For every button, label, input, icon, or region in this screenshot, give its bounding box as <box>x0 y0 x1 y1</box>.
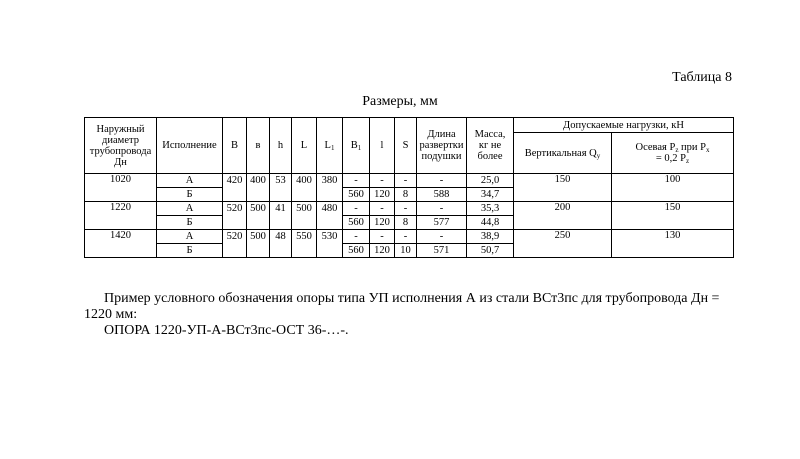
cell-l: - <box>370 202 395 216</box>
cell-diameter: 1220 <box>85 202 157 230</box>
cell-l: 120 <box>370 216 395 230</box>
cell-B1: 560 <box>343 188 370 202</box>
header-axial-load: Осевая $Р_z$ при $Р_x$ = 0,2 $Р_z$ <box>612 133 734 174</box>
header-b: в <box>247 118 270 174</box>
cell-B: 420 <box>223 174 247 188</box>
cell-variant: А <box>157 202 223 216</box>
cell-variant: Б <box>157 216 223 230</box>
header-L: L <box>292 118 317 174</box>
cell-diameter: 1020 <box>85 174 157 202</box>
cell-b: 500 <box>247 202 270 216</box>
header-S: S <box>395 118 417 174</box>
designation-example: ОПОРА 1220-УП-А-ВСт3пс-ОСТ 36-…-. <box>104 323 349 338</box>
cell-B1: 560 <box>343 244 370 258</box>
header-diameter: Наружный диаметр трубопровода Дн <box>85 118 157 174</box>
header-B1: $В_1$ <box>343 118 370 174</box>
cell-axial-load: 150 <box>612 202 734 230</box>
cell-mass: 34,7 <box>467 188 514 202</box>
cell-mass: 38,9 <box>467 230 514 244</box>
cell-h: 41 <box>270 202 292 216</box>
cell-variant: Б <box>157 244 223 258</box>
cell-variant: А <box>157 230 223 244</box>
header-B: В <box>223 118 247 174</box>
cell-mass: 50,7 <box>467 244 514 258</box>
cell-L1: 380 <box>317 174 343 188</box>
cell-b: 400 <box>247 174 270 188</box>
cell-S: - <box>395 174 417 188</box>
cell-vertical-load: 250 <box>514 230 612 258</box>
example-paragraph: Пример условного обозначения опоры типа УП исполнения А из стали ВСт3пс для трубопровода Дн = 1220 мм: <box>84 291 720 322</box>
cell-mass: 44,8 <box>467 216 514 230</box>
table-caption: Таблица 8 <box>672 70 732 85</box>
cell-B1: - <box>343 230 370 244</box>
cell-B1: 560 <box>343 216 370 230</box>
cell-L1: 480 <box>317 202 343 216</box>
header-vertical-load: Вертикальная $Q_y$ <box>514 133 612 174</box>
header-mass: Масса, кг не более <box>467 118 514 174</box>
cell-mass: 25,0 <box>467 174 514 188</box>
table-title: Размеры, мм <box>362 94 438 109</box>
table-row <box>85 202 734 216</box>
cell-unfold: - <box>417 174 467 188</box>
cell-S: 8 <box>395 188 417 202</box>
cell-B: 520 <box>223 202 247 216</box>
cell-b: 500 <box>247 230 270 244</box>
cell-axial-load: 130 <box>612 230 734 258</box>
cell-unfold: - <box>417 202 467 216</box>
cell-h: 48 <box>270 230 292 244</box>
header-L1: $L_1$ <box>317 118 343 174</box>
cell-S: 10 <box>395 244 417 258</box>
cell-L1: 530 <box>317 230 343 244</box>
cell-B: 520 <box>223 230 247 244</box>
cell-L: 550 <box>292 230 317 244</box>
cell-unfold: - <box>417 230 467 244</box>
cell-l: - <box>370 230 395 244</box>
cell-l: - <box>370 174 395 188</box>
cell-h: 53 <box>270 174 292 188</box>
cell-variant: А <box>157 174 223 188</box>
cell-vertical-load: 200 <box>514 202 612 230</box>
header-l: l <box>370 118 395 174</box>
cell-L: 500 <box>292 202 317 216</box>
header-h: h <box>270 118 292 174</box>
cell-S: - <box>395 202 417 216</box>
cell-l: 120 <box>370 244 395 258</box>
table-row <box>85 230 734 244</box>
cell-L: 400 <box>292 174 317 188</box>
cell-unfold: 571 <box>417 244 467 258</box>
cell-S: - <box>395 230 417 244</box>
header-unfold-length: Длина развертки подушки <box>417 118 467 174</box>
cell-vertical-load: 150 <box>514 174 612 202</box>
cell-B1: - <box>343 174 370 188</box>
table-row <box>85 174 734 188</box>
header-variant: Исполнение <box>157 118 223 174</box>
cell-unfold: 577 <box>417 216 467 230</box>
cell-B1: - <box>343 202 370 216</box>
cell-unfold: 588 <box>417 188 467 202</box>
cell-diameter: 1420 <box>85 230 157 258</box>
header-loads-group: Допускаемые нагрузки, кН <box>514 118 734 133</box>
cell-S: 8 <box>395 216 417 230</box>
cell-variant: Б <box>157 188 223 202</box>
cell-axial-load: 100 <box>612 174 734 202</box>
dimensions-table <box>84 117 734 258</box>
cell-mass: 35,3 <box>467 202 514 216</box>
cell-l: 120 <box>370 188 395 202</box>
